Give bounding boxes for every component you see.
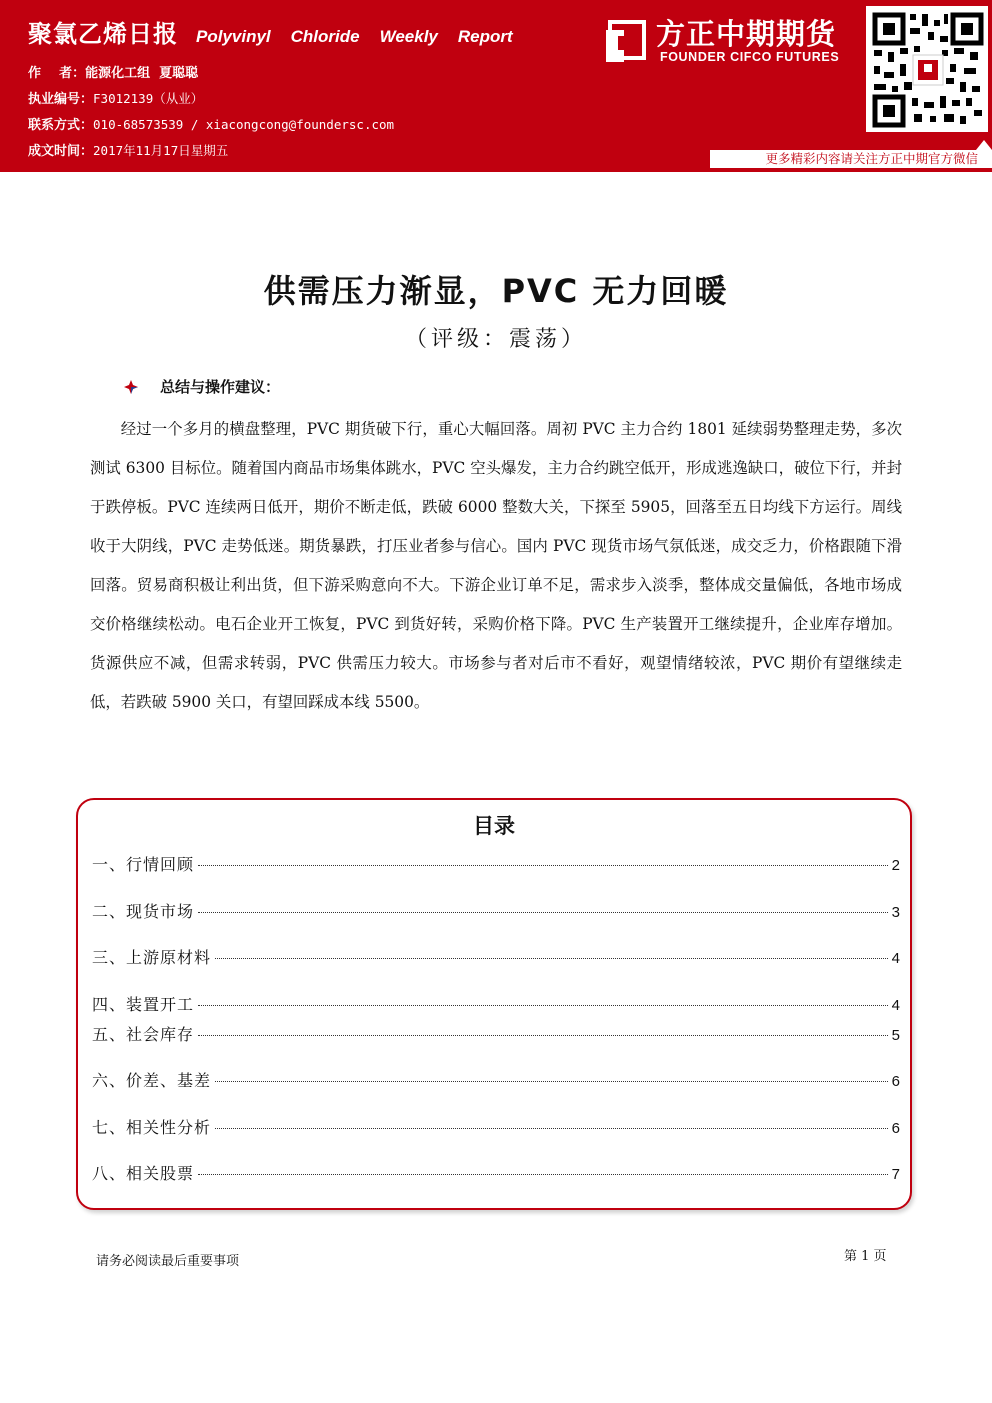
toc-item-label: 一、行情回顾 xyxy=(92,855,195,874)
toc-item[interactable] xyxy=(92,1115,900,1139)
toc-item-page: 7 xyxy=(891,1166,900,1183)
toc-item-label: 七、相关性分析 xyxy=(92,1118,212,1137)
brand-logo xyxy=(600,12,858,68)
brand-name-cn: 方正中期期货 xyxy=(656,17,837,51)
toc-item[interactable] xyxy=(92,852,900,876)
license-label: 执业编号： xyxy=(28,92,94,107)
toc-leader xyxy=(198,1005,888,1006)
toc-item[interactable] xyxy=(92,945,900,969)
toc-leader xyxy=(198,865,888,866)
title-cn: 聚氯乙烯日报 xyxy=(28,20,178,48)
toc-item-page: 4 xyxy=(891,997,900,1014)
toc-item[interactable] xyxy=(92,899,900,923)
toc-leader xyxy=(198,912,888,913)
toc-item-page: 4 xyxy=(891,950,900,967)
up-arrow-icon xyxy=(976,140,992,168)
page-number: 第 1 页 xyxy=(844,1249,887,1264)
title-en-word: Polyvinyl xyxy=(196,27,271,46)
summary-heading-label: 总结与操作建议： xyxy=(160,378,281,396)
author-line xyxy=(28,62,198,81)
contact-value: 010-68573539 / xiacongcong@foundersc.com xyxy=(93,117,395,132)
report-rating: （评级：震荡） xyxy=(404,327,587,352)
toc-leader xyxy=(215,1128,888,1129)
toc-item-page: 6 xyxy=(891,1120,900,1137)
brand-name-en: FOUNDER CIFCO FUTURES xyxy=(660,50,840,64)
toc-item-label: 三、上游原材料 xyxy=(92,948,212,967)
toc-item[interactable] xyxy=(92,1068,900,1092)
toc-item-label: 二、现货市场 xyxy=(92,902,195,921)
toc-item-label: 六、价差、基差 xyxy=(92,1071,212,1090)
toc-item-page: 2 xyxy=(891,857,900,874)
toc-item-label: 五、社会库存 xyxy=(92,1025,195,1044)
toc-title: 目录 xyxy=(473,814,515,838)
title-en-word: Report xyxy=(457,27,513,46)
report-series-title xyxy=(28,14,533,50)
toc-leader xyxy=(215,958,888,959)
author-label: 作 者： xyxy=(28,66,86,81)
toc-item-label: 八、相关股票 xyxy=(92,1164,195,1183)
bullet-icon xyxy=(124,380,138,394)
report-title: 供需压力渐显，PVC 无力回暖 xyxy=(263,272,729,310)
toc-item[interactable] xyxy=(92,1161,900,1185)
qr-code-icon xyxy=(866,6,988,132)
footer-disclaimer-note: 请务必阅读最后重要事项 xyxy=(96,1254,240,1269)
title-en-word: Chloride xyxy=(290,27,360,46)
title-en xyxy=(196,27,533,47)
license-value: F3012139（从业） xyxy=(93,91,204,106)
toc-item-page: 6 xyxy=(891,1073,900,1090)
title-en-word: Weekly xyxy=(379,27,438,46)
follow-wechat-text: 更多精彩内容请关注方正中期官方微信 xyxy=(710,150,992,168)
report-header xyxy=(0,0,992,172)
summary-heading xyxy=(124,376,280,397)
toc-item[interactable] xyxy=(92,1022,900,1046)
toc-item-label: 四、装置开工 xyxy=(92,995,195,1014)
contact-line xyxy=(28,114,394,133)
toc-item-page: 5 xyxy=(891,1027,900,1044)
toc-item-page: 3 xyxy=(891,904,900,921)
table-of-contents xyxy=(76,798,912,1210)
toc-leader xyxy=(215,1081,888,1082)
author-value: 能源化工组 夏聪聪 xyxy=(85,66,199,81)
toc-leader xyxy=(198,1174,888,1175)
toc-leader xyxy=(198,1035,888,1036)
contact-label: 联系方式： xyxy=(28,118,94,133)
date-value: 2017年11月17日星期五 xyxy=(93,143,229,158)
toc-item[interactable] xyxy=(92,992,900,1016)
summary-paragraph: 经过一个多月的横盘整理，PVC 期货破下行，重心大幅回落。周初 PVC 主力合约 1801 延续弱势整理走势，多次测试 6300 目标位。随着国内商品市场集体跳水，PVC 空头爆发，主力合约跳空低开，形成逃逸缺口，破位下行，并封于跌停板。PVC 连续两日低开，期价不断走低，跌破 6000 整数大关，下探至 5905，回落至五日均线下方运行。周线收于大阴线，PVC 走势低迷。期货暴跌，打压业者参与信心。国内 PVC 现货市场气氛低迷，成交乏力，价格跟随下滑回落。贸易商积极让利出货，但下游采购意向不大。下游企业订单不足，需求步入淡季，整体成交量偏低，各地市场成交价格继续松动。电石企业开工恢复，PVC 到货好转，采购价格下降。PVC 生产装置开工继续提升，企业库存增加。货源供应不减，但需求转弱，PVC 供需压力较大。市场参与者对后市不看好，观望情绪较浓，PVC 期价有望继续走低，若跌破 5900 关口，有望回踩成本线 5500。 xyxy=(90,420,902,711)
founder-logo-icon xyxy=(604,18,648,62)
license-line xyxy=(28,88,203,107)
date-label: 成文时间： xyxy=(28,144,94,159)
date-line xyxy=(28,140,228,159)
